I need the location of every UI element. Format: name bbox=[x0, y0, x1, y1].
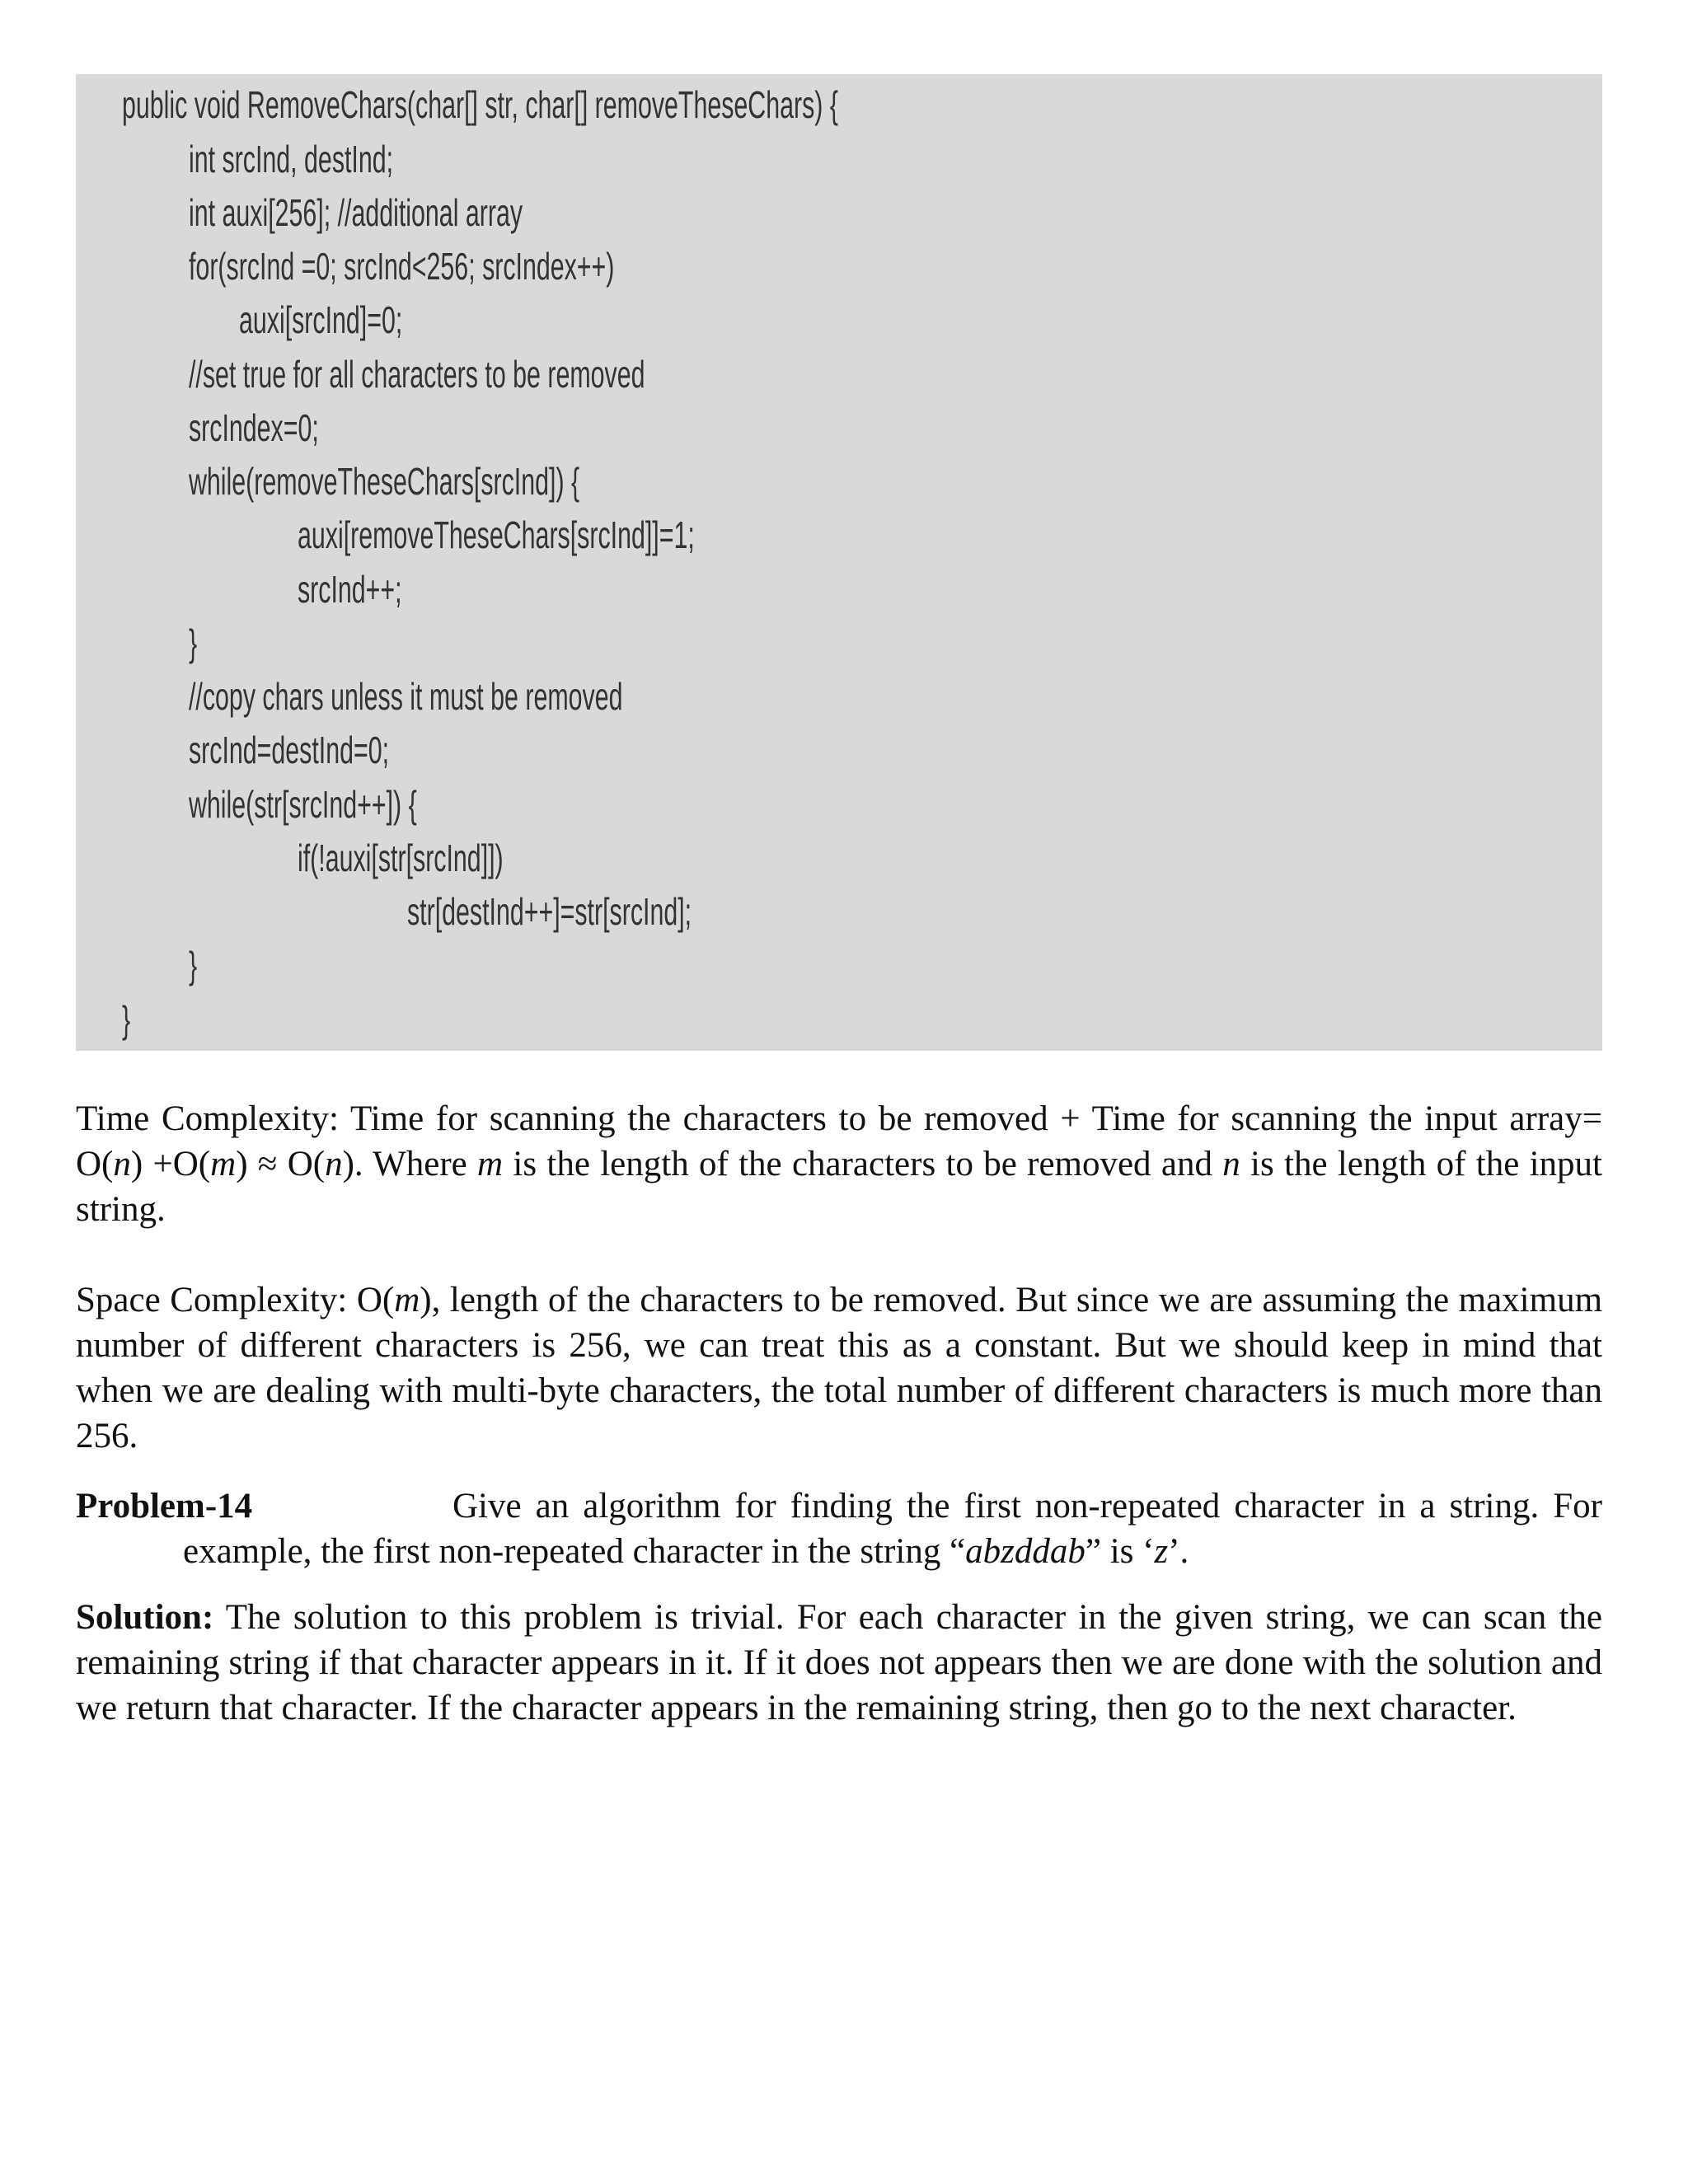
math-var: m bbox=[477, 1145, 504, 1183]
math-var: n bbox=[1222, 1145, 1240, 1183]
code-line: } bbox=[189, 621, 198, 664]
code-line: } bbox=[189, 944, 198, 987]
code-line: str[destInd++]=str[srcInd]; bbox=[407, 890, 692, 933]
code-line: //set true for all characters to be removed bbox=[189, 353, 645, 396]
text-run: is the length of the input string. bbox=[76, 1145, 1602, 1229]
example-string: abzddab bbox=[965, 1532, 1085, 1571]
text-run: ) +O( bbox=[130, 1145, 211, 1183]
code-line: srcInd++; bbox=[298, 568, 402, 611]
text-run: Time for scanning the characters to be removed + Time for scanning the input array= O( bbox=[76, 1099, 1602, 1183]
text-run: is the length of the characters to be removed and bbox=[503, 1145, 1223, 1183]
text-run: O( bbox=[347, 1281, 395, 1319]
text-run: ) ≈ O( bbox=[236, 1145, 326, 1183]
text-run: ’. bbox=[1168, 1532, 1189, 1571]
solution-label: Solution: bbox=[76, 1598, 214, 1637]
math-var: m bbox=[210, 1145, 237, 1183]
text-run: The solution to this problem is trivial. For each character in the given string, we can scan the remaining string if that character appears in it. If it does not appears then we are done with the solution and we return that character. If the character appears in the remaining string, then go to the next character. bbox=[76, 1598, 1602, 1727]
space-complexity-paragraph bbox=[76, 1277, 1602, 1459]
space-complexity-label: Space Complexity: bbox=[76, 1281, 348, 1319]
code-line: while(str[srcInd++]) { bbox=[189, 783, 417, 826]
code-line: int srcInd, destInd; bbox=[189, 138, 394, 180]
code-line: auxi[srcInd]=0; bbox=[239, 298, 403, 341]
code-line: public void RemoveChars(char[] str, char[] removeTheseChars) { bbox=[122, 83, 838, 126]
code-line: if(!auxi[str[srcInd]]) bbox=[298, 837, 504, 879]
code-line: while(removeTheseChars[srcInd]) { bbox=[189, 460, 580, 503]
solution-paragraph bbox=[76, 1595, 1602, 1731]
code-line: auxi[removeTheseChars[srcInd]]=1; bbox=[298, 513, 695, 556]
math-var: m bbox=[394, 1281, 420, 1319]
code-line: //copy chars unless it must be removed bbox=[189, 675, 623, 718]
text-run: ). Where bbox=[342, 1145, 478, 1183]
text-run: Give an algorithm for finding the first non-repeated character in a string. For example, the first non-repeated character in the string “ bbox=[183, 1487, 1602, 1571]
code-line: int auxi[256]; //additional array bbox=[189, 191, 523, 234]
math-var: n bbox=[113, 1145, 131, 1183]
text-run: ), length of the characters to be removed. But since we are assuming the maximum number of different characters is 256, we can treat this as a constant. But we should keep in mind that when we are dealing with multi-byte characters, the total number of different characters is much more than 256. bbox=[76, 1281, 1603, 1455]
text-run: ” is ‘ bbox=[1085, 1532, 1155, 1571]
code-line: for(srcInd =0; srcInd<256; srcIndex++) bbox=[189, 245, 615, 288]
problem-label: Problem-14 bbox=[76, 1487, 253, 1526]
time-complexity-paragraph bbox=[76, 1096, 1602, 1232]
code-line: } bbox=[122, 998, 131, 1041]
example-char: z bbox=[1154, 1532, 1169, 1571]
code-line: srcInd=destInd=0; bbox=[189, 729, 390, 771]
time-complexity-label: Time Complexity: bbox=[76, 1099, 339, 1138]
problem-statement bbox=[76, 1483, 1602, 1574]
code-line: srcIndex=0; bbox=[189, 406, 319, 449]
math-var: n bbox=[325, 1145, 343, 1183]
